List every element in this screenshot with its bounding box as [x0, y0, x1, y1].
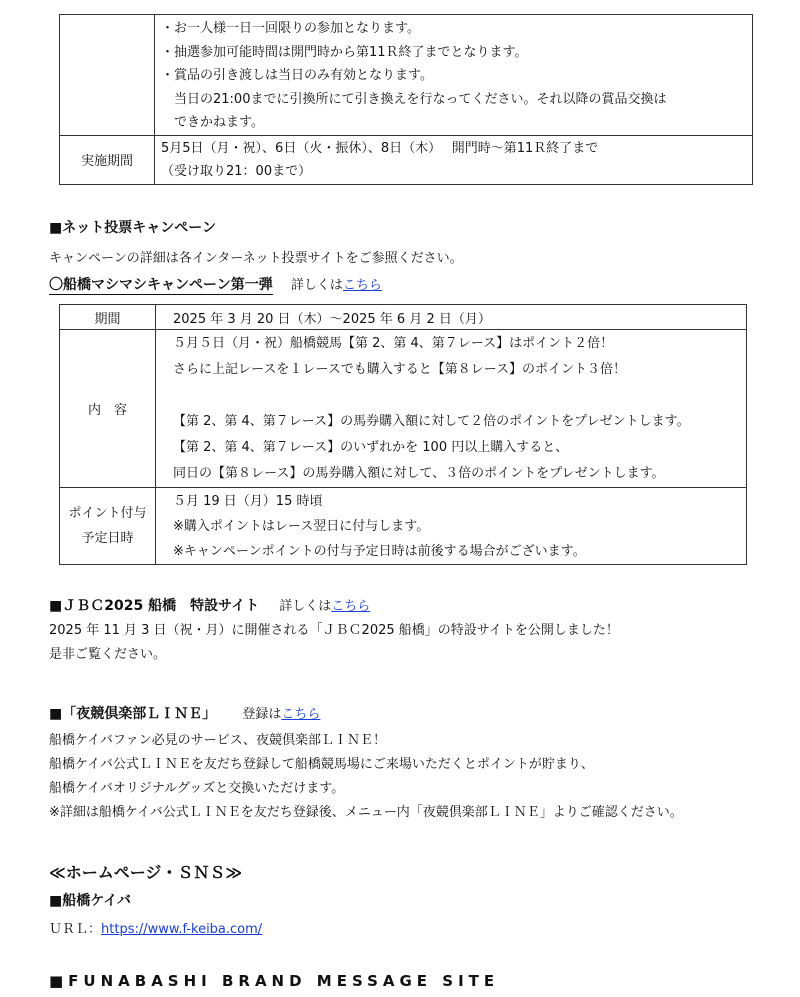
- period-label: 期間: [94, 311, 121, 327]
- detail-prefix: 詳しくは: [290, 278, 343, 293]
- note-line: ・抽選参加可能時間は開門時から第11Ｒ終了までとなります。: [161, 44, 528, 60]
- jbc-heading-row: [49, 595, 370, 615]
- line-club-register-link[interactable]: こちら: [281, 707, 321, 722]
- brand-message-heading: ■FUNABASHI BRAND MESSAGE SITE: [49, 972, 500, 990]
- jbc-heading: ■ＪＢＣ2025 船橋 特設サイト: [49, 598, 260, 614]
- content-line: 【第 2、第 4、第７レース】の馬券購入額に対して２倍のポイントをプレゼントします。: [173, 414, 690, 429]
- mashimashi-heading-row: [49, 274, 382, 294]
- notes-label-cell: [60, 15, 155, 136]
- content-line: 同日の【第８レース】の馬券購入額に対して、３倍のポイントをプレゼントします。: [173, 466, 665, 481]
- period-line: （受け取り21：00まで）: [161, 164, 312, 179]
- period-cell: [155, 135, 753, 184]
- event-notes-table: [59, 14, 753, 185]
- content-label: 内 容: [87, 403, 127, 418]
- jbc-line: 是非ご覧ください。: [49, 647, 167, 662]
- points-label-cell: [60, 488, 156, 565]
- line-club-line: 船橋ケイバ公式ＬＩＮＥを友だち登録して船橋競馬場にご来場いただくとポイントが貯まり、: [49, 757, 594, 772]
- net-campaign-desc: キャンペーンの詳細は各インターネット投票サイトをご参照ください。: [49, 251, 463, 266]
- period-label-cell: [60, 305, 156, 330]
- jbc-detail-link[interactable]: こちら: [331, 599, 371, 614]
- url-label: ＵＲＬ：: [49, 922, 102, 937]
- notes-cell: [155, 15, 753, 136]
- content-line: さらに上記レースを１レースでも購入すると【第８レース】のポイント３倍！: [173, 362, 627, 377]
- line-club-line: ※詳細は船橋ケイバ公式ＬＩＮＥを友だち登録後、メニュー内「夜競倶楽部ＬＩＮＥ」よりご確認ください。: [49, 805, 683, 820]
- mashimashi-heading: 〇船橋マシマシキャンペーン第一弾: [49, 277, 273, 293]
- note-line: 当日の21:00までに引換所にて引き換えを行なってください。それ以降の賞品交換は: [161, 91, 667, 107]
- jbc-detail-prefix: 詳しくは: [279, 599, 332, 614]
- points-label-line: 予定日時: [81, 531, 134, 546]
- points-label-line: ポイント付与: [68, 506, 147, 521]
- period-value-cell: [156, 305, 747, 330]
- period-value: 2025 年 3 月 20 日（木）～2025 年 6 月 2 日（月）: [173, 311, 491, 327]
- line-club-heading-row: [49, 703, 320, 723]
- content-line: ５月５日（月・祝）船橋競馬【第 2、第 4、第７レース】はポイント２倍！: [173, 336, 614, 351]
- mashimashi-detail-link[interactable]: こちら: [342, 278, 382, 293]
- homepage-sns-heading: ≪ホームページ・ＳＮＳ≫: [49, 863, 243, 882]
- period-label-cell: [60, 135, 155, 184]
- points-line: ※キャンペーンポイントの付与予定日時は前後する場合がございます。: [173, 544, 586, 559]
- content-line: 【第 2、第 4、第７レース】のいずれかを 100 円以上購入すると、: [173, 440, 569, 455]
- line-club-line: 船橋ケイバファン必見のサービス、夜競倶楽部ＬＩＮＥ！: [49, 733, 386, 748]
- official-site-link[interactable]: https://www.f-keiba.com/: [101, 922, 263, 937]
- line-club-register-prefix: 登録は: [242, 707, 282, 722]
- mashimashi-table: [59, 304, 747, 565]
- points-line: ※購入ポイントはレース翌日に付与します。: [173, 519, 430, 534]
- funabashi-keiba-heading: ■船橋ケイバ: [49, 893, 131, 909]
- jbc-line: 2025 年 11 月 3 日（祝・月）に開催される「ＪＢＣ2025 船橋」の特設サイトを公開しました！: [49, 623, 619, 638]
- url-row: [49, 918, 262, 937]
- line-club-line: 船橋ケイバオリジナルグッズと交換いただけます。: [49, 781, 345, 796]
- content-cell: [156, 330, 747, 488]
- line-club-heading: ■「夜競倶楽部ＬＩＮＥ」: [49, 706, 217, 722]
- period-line: 5月5日（月・祝）、6日（火・振休）、8日（木） 開門時～第11Ｒ終了まで: [161, 140, 599, 156]
- note-line: ・賞品の引き渡しは当日のみ有効となります。: [161, 68, 433, 83]
- note-line: ・お一人様一日一回限りの参加となります。: [161, 21, 420, 36]
- period-label: 実施期間: [80, 154, 133, 169]
- points-line: ５月 19 日（月）15 時頃: [173, 494, 323, 509]
- points-cell: [156, 488, 747, 565]
- content-label-cell: [60, 330, 156, 488]
- note-line: できかねます。: [161, 115, 264, 130]
- net-campaign-heading: ■ネット投票キャンペーン: [49, 220, 216, 236]
- content-line: [173, 383, 746, 409]
